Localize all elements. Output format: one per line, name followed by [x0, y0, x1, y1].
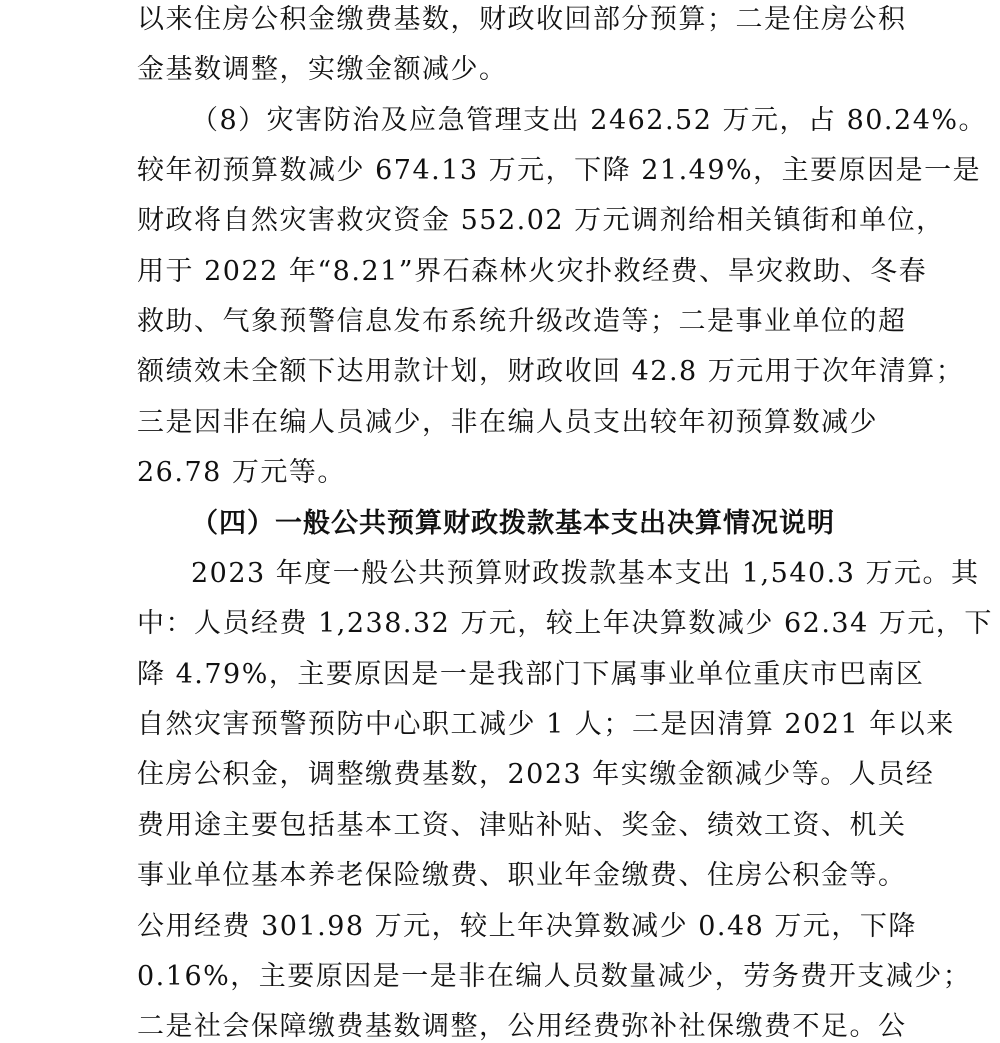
- paragraph-line: 较年初预算数减少 674.13 万元，下降 21.49%，主要原因是一是: [137, 155, 982, 186]
- paragraph-line: 二是社会保障缴费基数调整，公用经费弥补社保缴费不足。公: [137, 1011, 907, 1042]
- paragraph-line: 救助、气象预警信息发布系统升级改造等；二是事业单位的超: [137, 306, 907, 337]
- paragraph-line: （8）灾害防治及应急管理支出 2462.52 万元，占 80.24%。: [191, 105, 988, 136]
- paragraph-line: 26.78 万元等。: [137, 457, 346, 488]
- paragraph-line: 三是因非在编人员减少，非在编人员支出较年初预算数减少: [137, 407, 878, 438]
- paragraph-line: 2023 年度一般公共预算财政拨款基本支出 1,540.3 万元。其: [191, 558, 980, 589]
- paragraph-line: 费用途主要包括基本工资、津贴补贴、奖金、绩效工资、机关: [137, 810, 907, 841]
- paragraph-line: 额绩效未全额下达用款计划，财政收回 42.8 万元用于次年清算；: [137, 356, 965, 387]
- paragraph-line: 中：人员经费 1,238.32 万元，较上年决算数减少 62.34 万元，下: [137, 608, 993, 639]
- paragraph-line: 自然灾害预警预防中心职工减少 1 人；二是因清算 2021 年以来: [137, 709, 955, 740]
- paragraph-line: 0.16%，主要原因是一是非在编人员数量减少，劳务费开支减少；: [137, 961, 972, 992]
- paragraph-line: 住房公积金，调整缴费基数，2023 年实缴金额减少等。人员经: [137, 759, 935, 790]
- paragraph-line: 降 4.79%，主要原因是一是我部门下属事业单位重庆市巴南区: [137, 659, 925, 690]
- paragraph-line: 以来住房公积金缴费基数，财政收回部分预算；二是住房公积: [137, 4, 907, 35]
- section-heading: （四）一般公共预算财政拨款基本支出决算情况说明: [191, 508, 835, 539]
- paragraph-line: 财政将自然灾害救灾资金 552.02 万元调剂给相关镇街和单位，: [137, 205, 945, 236]
- document-page: [137, 0, 993, 1043]
- paragraph-line: 事业单位基本养老保险缴费、职业年金缴费、住房公积金等。: [137, 860, 907, 891]
- paragraph-line: 用于 2022 年“8.21”界石森林火灾扑救经费、旱灾救助、冬春: [137, 256, 928, 287]
- paragraph-line: 公用经费 301.98 万元，较上年决算数减少 0.48 万元，下降: [137, 911, 917, 942]
- paragraph-line: 金基数调整，实缴金额减少。: [137, 54, 508, 85]
